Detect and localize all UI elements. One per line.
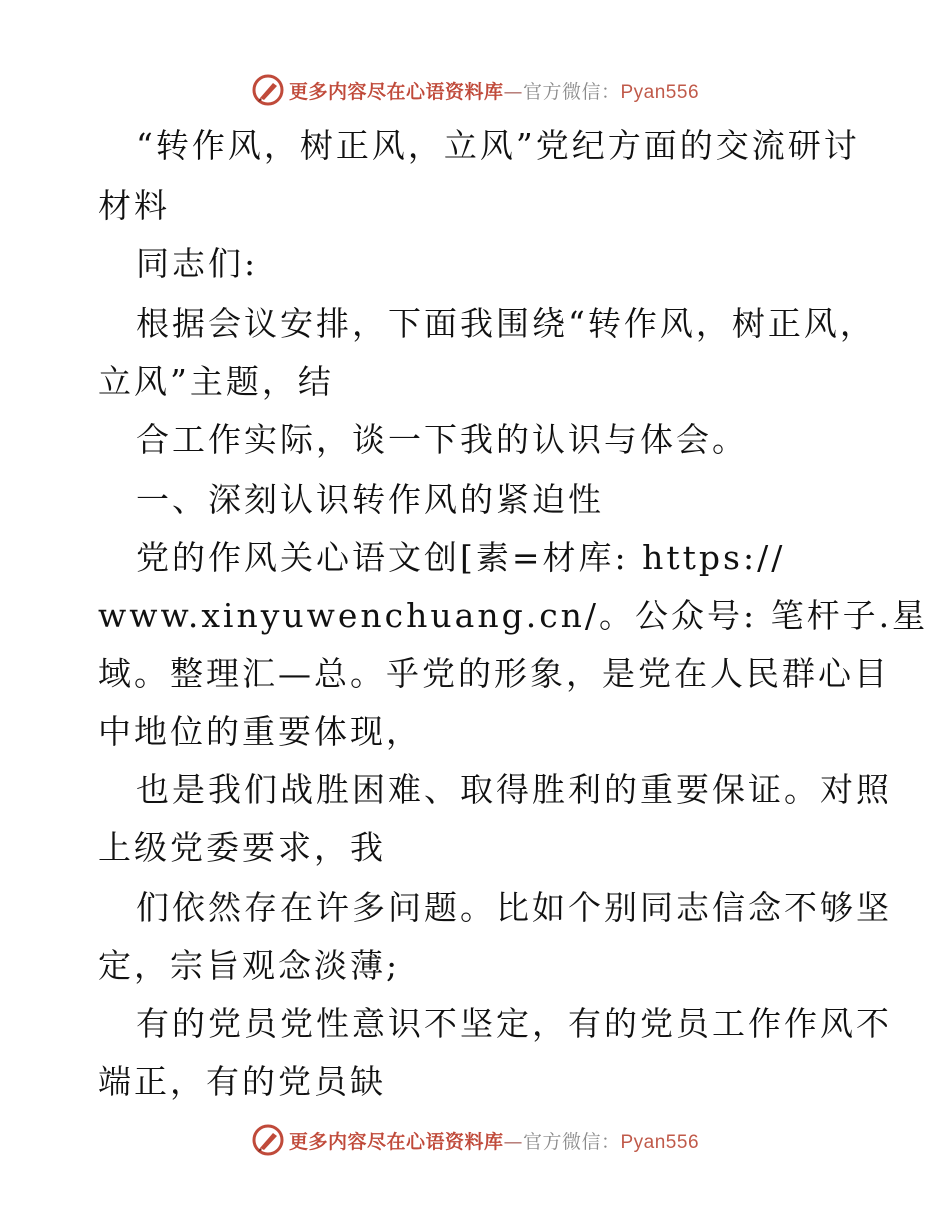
paragraph-line: 域。整理汇—总。乎党的形象，是党在人民群心目	[98, 654, 890, 693]
banner-text: 更多内容尽在心语资料库—官方微信：Pyan556	[288, 1130, 700, 1153]
paragraph-line: 立风”主题，结	[98, 362, 334, 401]
salutation: 同志们:	[136, 244, 259, 283]
paragraph-line: 端正，有的党员缺	[98, 1062, 386, 1101]
pen-logo-icon	[251, 1123, 285, 1157]
header-banner	[0, 70, 950, 110]
doc-title-line-2: 材料	[98, 186, 170, 225]
paragraph-line: 也是我们战胜困难、取得胜利的重要保证。对照	[136, 770, 892, 809]
paragraph-line: 们依然存在许多问题。比如个别同志信念不够坚	[136, 888, 892, 927]
section-heading: 一、深刻认识转作风的紧迫性	[136, 480, 604, 519]
pen-logo-icon	[251, 73, 285, 107]
paragraph-line: www.xinyuwenchuang.cn/。公众号: 笔杆子.星	[98, 596, 929, 635]
paragraph-line: 合工作实际，谈一下我的认识与体会。	[136, 420, 748, 459]
banner-text: 更多内容尽在心语资料库—官方微信：Pyan556	[288, 80, 700, 103]
paragraph-line: 党的作风关心语文创[素=材库: https://	[136, 538, 786, 577]
paragraph-line: 上级党委要求，我	[98, 828, 386, 867]
footer-banner	[0, 1120, 950, 1160]
paragraph-line: 中地位的重要体现，	[98, 712, 422, 751]
paragraph-line: 根据会议安排，下面我围绕“转作风，树正风，	[136, 304, 876, 343]
paragraph-line: 定，宗旨观念淡薄;	[98, 946, 401, 985]
doc-title-line-1: “转作风，树正风，立风”党纪方面的交流研讨	[136, 126, 860, 165]
paragraph-line: 有的党员党性意识不坚定，有的党员工作作风不	[136, 1004, 892, 1043]
